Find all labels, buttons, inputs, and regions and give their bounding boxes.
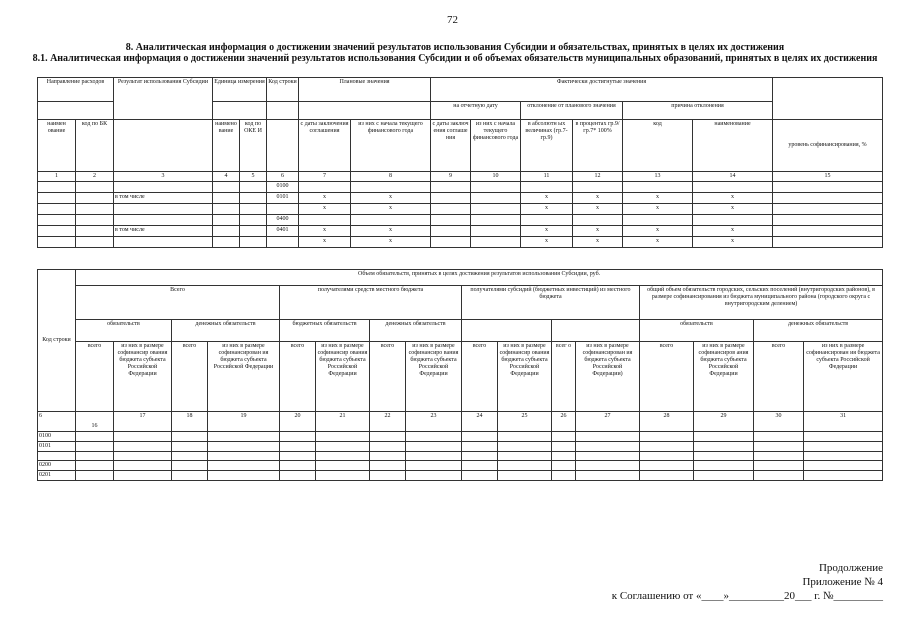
obligations-cell [280,471,316,481]
results-cell [240,226,267,237]
results-cell [471,182,521,193]
obligations-cell [804,471,883,481]
col-num: 18 [172,412,208,432]
kod-gap2 [267,120,299,172]
footer-prodolzhenie: Продолжение [818,562,883,574]
results-cell [573,215,623,226]
results-cell [213,237,240,248]
results-cell: х [573,204,623,215]
obligations-cell [316,471,370,481]
results-cell: х [351,193,431,204]
obligations-row [38,452,883,461]
rezultat-gap [114,120,213,172]
col-num: 24 [462,412,498,432]
results-cell: х [623,226,693,237]
header-napravlenie-cell: Направление расходов [38,78,114,102]
obligations-cell [172,461,208,471]
obligations-cell [114,471,172,481]
header-prichina-cell: причина отклонения [623,102,773,120]
footer-soglashenie: к Соглашению от «____»__________20___ г. №_________ [611,590,883,602]
t2-iz-nih: из них в размере софинансиро вания бюджета субъекта Российской Федерации [406,342,462,412]
results-cell: 0400 [267,215,299,226]
obligations-cell [280,461,316,471]
obligations-cell [114,432,172,442]
header-naim-prichina: наименование [693,120,773,172]
obligations-cell [370,461,406,471]
edinica-gap [213,102,267,120]
results-cell [38,226,76,237]
results-cell [299,215,351,226]
obligations-cell [114,452,172,461]
obligations-cell [498,471,552,481]
obligations-cell [552,471,576,481]
header-uroven: уровень софинансирования, % [773,120,883,172]
results-cell: х [299,193,351,204]
results-cell [240,204,267,215]
obligations-cell [172,432,208,442]
results-cell [213,204,240,215]
header-uroven-top [773,78,883,120]
results-cell: х [573,193,623,204]
obligations-cell [316,442,370,452]
obligations-cell [804,452,883,461]
t2-vsego: всего [76,342,114,412]
col-num: 8 [351,172,431,182]
obligations-cell [576,442,640,452]
results-cell [471,226,521,237]
obligations-row [38,432,883,442]
results-cell: х [299,226,351,237]
t2-iz-nih: из них в размере софинансир ования бюджета субъекта Российской Федерации [316,342,370,412]
obligations-cell [38,452,76,461]
obligations-cell [172,471,208,481]
col-num: 28 [640,412,694,432]
results-cell [773,204,883,215]
t2-kod-stroki: Код строки [38,270,76,412]
obligations-cell [498,461,552,471]
obligations-cell: 0100 [38,432,76,442]
obligations-cell [462,452,498,461]
results-cell [623,182,693,193]
results-cell [351,182,431,193]
header-kod-prichina: код [623,120,693,172]
obligations-cell [552,461,576,471]
results-cell [76,182,114,193]
obligations-cell [370,452,406,461]
obligations-cell [76,432,114,442]
results-cell [114,204,213,215]
header-edinica-cell: Единица измерения [213,78,267,102]
obligations-cell [370,471,406,481]
obligations-cell [172,442,208,452]
results-cell: х [693,226,773,237]
results-row [38,193,883,204]
header-naimenovanie: наимен ование [38,120,76,172]
results-cell [240,182,267,193]
obligations-row [38,461,883,471]
col-num: 22 [370,412,406,432]
t2-iz-nih: из них в размере софинансиров ания бюджета субъекта Российской Федерации [694,342,754,412]
obligations-cell [208,442,280,452]
results-cell: х [521,226,573,237]
header-s-daty-tek: с даты заключ ения соглаше ния [431,120,471,172]
obligations-cell [576,461,640,471]
col-num: 21 [316,412,370,432]
col-num: 26 [552,412,576,432]
obligations-cell [76,471,114,481]
obligations-cell [406,471,462,481]
results-cell [431,226,471,237]
results-row [38,226,883,237]
col-num: 1 [38,172,76,182]
results-cell [76,226,114,237]
t2-iz-nih: из них в размере софинансирован ия бюджета субъекта Российской Федерации [804,342,883,412]
results-cell [267,237,299,248]
col-num: 7 [299,172,351,182]
obligations-cell [76,461,114,471]
results-cell [471,193,521,204]
t2-iz-nih: из них в размере софинансирован ия бюджета субъекта Российской Федерации [208,342,280,412]
obligations-cell: 0200 [38,461,76,471]
obligations-cell [552,452,576,461]
col-num: 12 [573,172,623,182]
obligations-cell: 0201 [38,471,76,481]
obligations-cell [694,452,754,461]
obligations-cell [754,471,804,481]
obligations-cell [640,432,694,442]
results-cell [240,237,267,248]
col-num: 10 [471,172,521,182]
t2-obyaz-4: обязательств [640,320,754,342]
col-num: 2 [76,172,114,182]
header-otkl-cell: отклонение от планового значения [521,102,623,120]
col-num: 23 [406,412,462,432]
results-cell [213,226,240,237]
col-num: 5 [240,172,267,182]
col-num: 30 [754,412,804,432]
results-table-body [37,77,883,248]
results-cell [38,182,76,193]
results-cell [573,182,623,193]
col-num: 9 [431,172,471,182]
obligations-cell [406,461,462,471]
results-cell [431,193,471,204]
section-8-1-heading: 8.1. Аналитическая информация о достижении значений результатов использования Субсидии и об объемах обязательств муниципальных образований, принятых в целях их достижения [32,53,878,64]
obligations-cell [754,442,804,452]
kod-gap [267,102,299,120]
t2-denezh-1: денежных обязательств [172,320,280,342]
results-cell [773,193,883,204]
obligations-cell [114,442,172,452]
header-kod-stroki-cell: Код строки [267,78,299,102]
t2-denezh-2: денежных обязательств [370,320,462,342]
t2-iz-nih: из них в размере софинансир ования бюджета субъекта Российской Федерации [114,342,172,412]
obligations-cell [370,442,406,452]
results-cell [213,215,240,226]
results-cell [38,193,76,204]
obligations-cell [754,432,804,442]
t2-vsego: всего [370,342,406,412]
results-cell: х [623,237,693,248]
header-plan-cell: Плановые значения [299,78,431,102]
header-v-proc: в процентах гр.9/гр.7* 100% [573,120,623,172]
col-num: 3 [114,172,213,182]
results-cell [213,193,240,204]
results-cell [76,204,114,215]
results-cell: х [351,204,431,215]
results-cell [773,237,883,248]
t2-obshiy: общий объем обязательств городских, сельских поселений (внутригородских районов), в размере софинансирования из бюджета муниципального района (городского округа с внутригородским делением) [640,286,883,320]
t2-denezh-4: денежных обязательств [754,320,883,342]
col-num: 29 [694,412,754,432]
obligations-cell [76,452,114,461]
t2-vsego: всего [640,342,694,412]
results-cell: х [521,204,573,215]
obligations-cell [280,432,316,442]
results-cell: х [351,226,431,237]
results-cell [623,215,693,226]
results-cell: 0401 [267,226,299,237]
results-cell [114,182,213,193]
obligations-cell [694,432,754,442]
header-v-absol: в абсолютн ых величинах (гр.7-гр.9) [521,120,573,172]
results-cell: х [623,193,693,204]
results-cell [240,193,267,204]
obligations-cell [406,442,462,452]
header-na-otchet-cell: на отчетную дату [431,102,521,120]
t2-vsego: всего [462,342,498,412]
col-num: 19 [208,412,280,432]
results-cell [114,215,213,226]
t2-vsego-short: всег о [552,342,576,412]
obligations-cell [172,452,208,461]
results-cell [38,215,76,226]
results-cell: в том числе [114,193,213,204]
obligations-cell [640,461,694,471]
header-iz-nih-nachala: из них с начала текущего финансового года [351,120,431,172]
col-num: 4 [213,172,240,182]
section-8-heading: 8. Аналитическая информация о достижении значений результатов использования Субсидии и обязательствах, принятых в целях их достижения [125,42,785,53]
results-cell: в том числе [114,226,213,237]
results-cell [471,237,521,248]
t2-iz-nih: из них в размере софинансир ования бюджета субъекта Российской Федерации [498,342,552,412]
header-kod-bk: код по БК [76,120,114,172]
results-cell: х [299,237,351,248]
results-cell [431,204,471,215]
t2-gap-3b [552,320,640,342]
obligations-cell [280,442,316,452]
obligations-cell [498,442,552,452]
results-row [38,204,883,215]
results-cell [471,215,521,226]
col-num: 25 [498,412,552,432]
t2-vsego: всего [172,342,208,412]
obligations-cell [114,461,172,471]
plan-gap [299,102,431,120]
napravlenie-gap [38,102,114,120]
obligations-cell [316,452,370,461]
obligations-cell [640,442,694,452]
obligations-cell [804,442,883,452]
obligations-cell [316,461,370,471]
results-cell [521,215,573,226]
results-cell: х [521,193,573,204]
results-cell [471,204,521,215]
results-cell [521,182,573,193]
obligations-cell [498,452,552,461]
header-s-daty-sogl: с даты заключения соглашения [299,120,351,172]
t2-iz-nih: из них в размере софинансирован ия бюджета субъекта Российской Федерации) [576,342,640,412]
results-cell: х [573,226,623,237]
results-cell: х [693,237,773,248]
obligations-cell [694,461,754,471]
page-number: 72 [447,14,458,26]
obligations-cell [576,452,640,461]
results-cell: х [693,193,773,204]
col-num: 31 [804,412,883,432]
results-cell [693,215,773,226]
col-num: 15 [773,172,883,182]
obligations-cell [804,432,883,442]
obligations-cell [208,432,280,442]
results-cell [693,182,773,193]
obligations-cell [462,471,498,481]
col-num: 6 [38,412,76,432]
col-num: 11 [521,172,573,182]
results-cell [431,215,471,226]
results-cell: 0101 [267,193,299,204]
t2-poluchatelyami: получателями средств местного бюджета [280,286,462,320]
obligations-cell [552,432,576,442]
results-cell [267,204,299,215]
obligations-cell [576,471,640,481]
obligations-cell [694,471,754,481]
obligations-cell [76,442,114,452]
t2-vsego-group: Всего [76,286,280,320]
t2-poluchatelyami-sub: получателями субсидий (бюджетных инвестиций) из местного бюджета [462,286,640,320]
header-rezultat-cell: Результат использования Субсидии [114,78,213,120]
obligations-cell [462,461,498,471]
obligations-cell [462,432,498,442]
col-num: 17 [114,412,172,432]
results-cell [76,215,114,226]
header-iz-nih-nachala2: из них с начала текущего финансового года [471,120,521,172]
footer-prilozhenie: Приложение № 4 [802,576,883,588]
results-cell: х [351,237,431,248]
results-cell: х [573,237,623,248]
obligations-cell [462,442,498,452]
obligations-cell [754,461,804,471]
results-cell [431,182,471,193]
obligations-cell: 0101 [38,442,76,452]
results-cell [773,215,883,226]
obligations-cell [406,452,462,461]
results-cell [38,204,76,215]
results-cell [773,226,883,237]
header-naimen2: наимено вание [213,120,240,172]
obligations-cell [316,432,370,442]
obligations-cell [406,432,462,442]
col-num: 16 [76,412,114,432]
results-cell [114,237,213,248]
obligations-cell [804,461,883,471]
obligations-cell [552,442,576,452]
results-row [38,215,883,226]
t2-vsego: всего [754,342,804,412]
obligations-cell [208,471,280,481]
results-cell [76,237,114,248]
obligations-table [37,269,883,481]
results-cell [351,215,431,226]
results-cell: 0100 [267,182,299,193]
obligations-cell [640,471,694,481]
results-cell: х [693,204,773,215]
obligations-cell [208,461,280,471]
results-cell: х [299,204,351,215]
results-row [38,182,883,193]
col-num: 27 [576,412,640,432]
results-cell: х [623,204,693,215]
header-kod-okei: код по ОКЕ И [240,120,267,172]
obligations-cell [370,432,406,442]
t2-obyaz-1: обязательств [76,320,172,342]
obligations-cell [576,432,640,442]
results-cell [76,193,114,204]
obligations-cell [280,452,316,461]
col-num: 14 [693,172,773,182]
obligations-cell [694,442,754,452]
t2-obem-header: Объем обязательств, принятых в целях достижения результатов использования Субсидии, руб. [76,270,883,286]
results-cell [38,237,76,248]
results-cell [431,237,471,248]
t2-vsego: всего [280,342,316,412]
results-cell [240,215,267,226]
obligations-row [38,471,883,481]
col-num: 6 [267,172,299,182]
results-cell: х [521,237,573,248]
obligations-row [38,442,883,452]
results-cell [773,182,883,193]
obligations-cell [498,432,552,442]
t2-byudzh-2: бюджетных обязательств [280,320,370,342]
t2-gap-3a [462,320,552,342]
obligations-cell [754,452,804,461]
results-cell [213,182,240,193]
results-cell [299,182,351,193]
obligations-cell [208,452,280,461]
col-num: 20 [280,412,316,432]
header-fakt-cell: Фактически достигнутые значения [431,78,773,102]
col-num: 13 [623,172,693,182]
obligations-cell [640,452,694,461]
results-row [38,237,883,248]
